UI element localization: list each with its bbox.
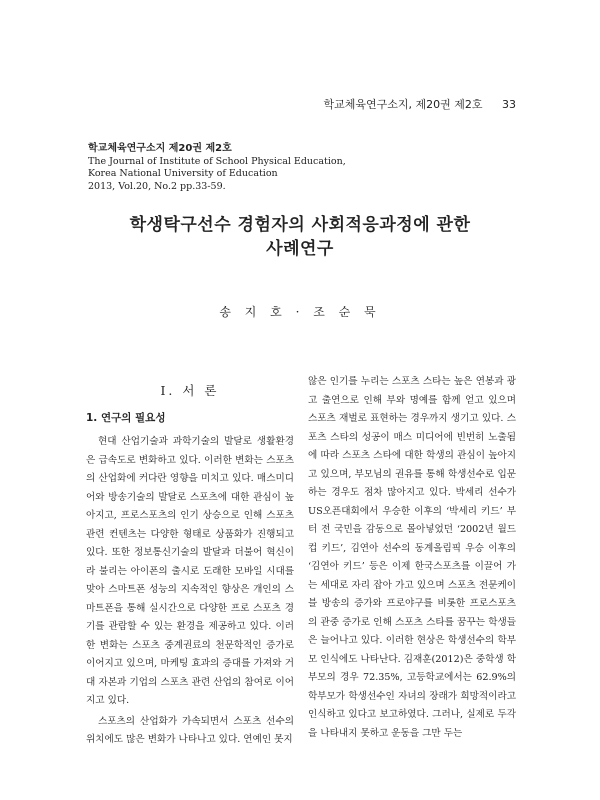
subsection-heading: 1. 연구의 필요성 [86, 411, 166, 424]
article-title [60, 213, 540, 261]
body-column-right [308, 373, 516, 745]
section-heading: Ⅰ. 서 론 [160, 383, 220, 398]
journal-korean-name: 학교체육연구소지 제20권 제2호 [88, 143, 232, 154]
journal-english-name: The Journal of Institute of School Physical Education, [88, 155, 346, 167]
page-number: 33 [502, 98, 516, 111]
running-title: 학교체육연구소지, 제20권 제2호 [323, 98, 483, 111]
citation-block [88, 143, 346, 193]
title-line-1: 학생탁구선수 경험자의 사회적응과정에 관한 [129, 215, 471, 235]
body-column-left [86, 370, 294, 752]
title-line-2: 사례연구 [266, 239, 334, 259]
journal-university: Korea National University of Education [88, 168, 278, 179]
article-authors: 송 지 호 · 조 순 묵 [219, 305, 381, 319]
paragraph: 않은 인기를 누리는 스포츠 스타는 높은 연봉과 광고 출연으로 인해 부와 명예를 함께 얻고 있으며 스포츠 재벌로 표현하는 경우까지 생기고 있다. 스포츠 스타의 성공이 매스 미디어에 빈번히 노출됨에 따라 스포츠 스타에 대한 학생의 관심이 높아지고 있으며, 부모님의 권유를 통해 학생선수로 입문하는 경우도 점차 많아지고 있다. 박세리 선수가 US오픈대회에서 우승한 이후의 ‘박세리 키드’ 부터 전 국민을 감동으로 몰아넣었던 ‘2002년 월드컵 키드’, 김연아 선수의 동계올림픽 우승 이후의 ‘김연아 키드’ 등은 이제 한국스포츠를 이끌어 가는 세대로 자리 잡아 가고 있으며 스포츠 전문케이블 방송의 증가와 프로야구를 비롯한 프로스포츠의 관중 증가로 인해 스포츠 스타를 꿈꾸는 학생들은 늘어나고 있다. 이러한 현상은 학생선수의 학부모 인식에도 나타난다. 김재훈(2012)은 중학생 학부모의 경우 72.35%, 고등학교에서는 62.9%의 학부모가 학생선수인 자녀의 장래가 희망적이라고 인식하고 있다고 보고하였다. 그러나, 실제로 두각을 나타내지 못하고 운동을 그만 두는 [308, 376, 516, 739]
paragraph: 스포츠의 산업화가 가속되면서 스포츠 선수의 위치에도 많은 변화가 나타나고 있다. 연예인 못지 [86, 715, 294, 745]
paragraph: 현대 산업기술과 과학기술의 발달로 생활환경은 급속도로 변화하고 있다. 이러한 변화는 스포츠의 산업화에 커다란 영향을 미치고 있다. 매스미디어와 방송기술의 발달로 스포츠에 대한 관심이 높아지고, 프로스포츠의 인기 상승으로 인해 스포츠 관련 컨텐츠는 다양한 형태로 상품화가 진행되고 있다. 또한 정보통신기술의 발달과 더불어 혁신이라 불리는 아이폰의 출시로 도래한 모바일 시대를 맞아 스마트폰 성능의 지속적인 향상은 개인의 스마트폰을 통해 실시간으로 다양한 프로 스포츠 경기를 관람할 수 있는 환경을 제공하고 있다. 이러한 변화는 스포츠 중계권료의 천문학적인 증가로 이어지고 있으며, 마케팅 효과의 증대를 가져와 거대 자본과 기업의 스포츠 관련 산업의 참여로 이어지고 있다. [86, 436, 294, 706]
journal-volume-info: 2013, Vol.20, No.2 pp.33-59. [88, 180, 226, 192]
running-header [324, 96, 517, 112]
